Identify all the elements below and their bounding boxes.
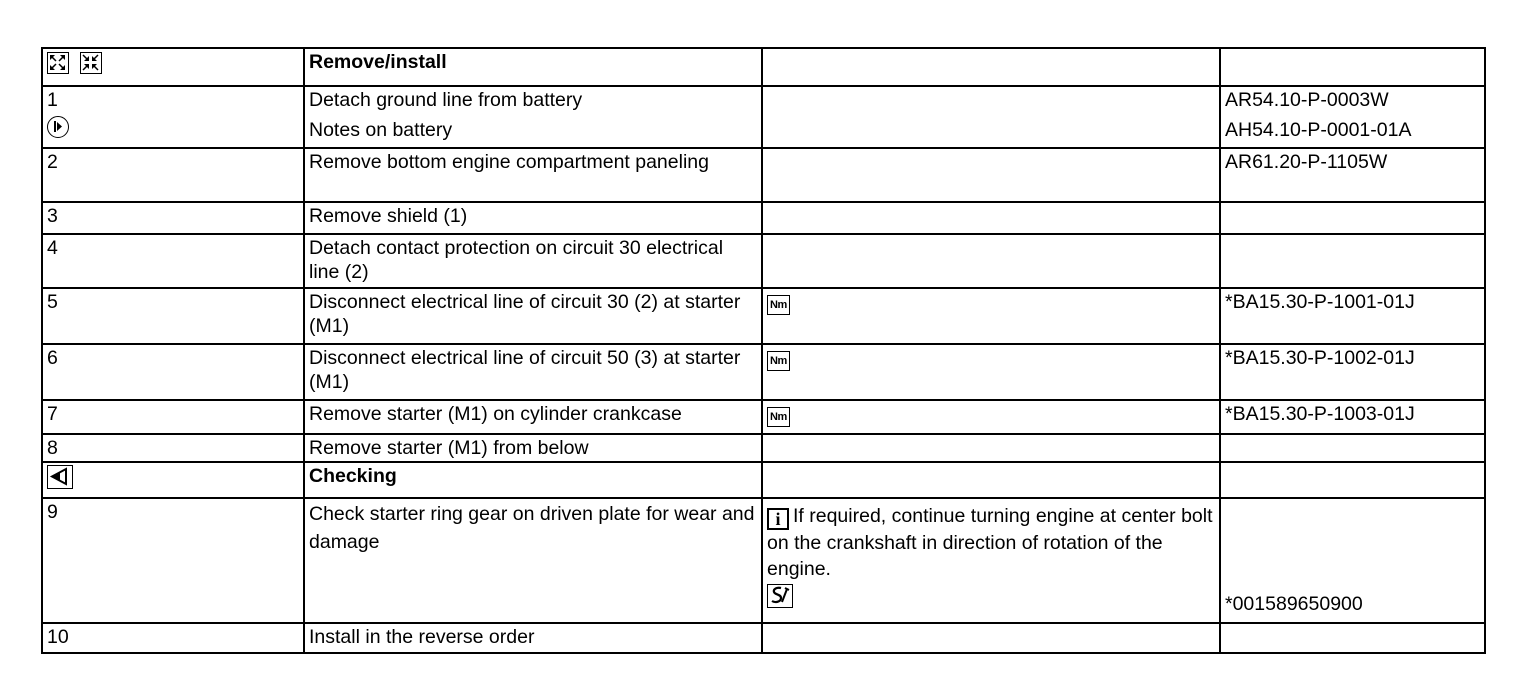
ref-cell	[1220, 86, 1485, 148]
section-title: Remove/install	[304, 48, 762, 86]
step-number: 2	[42, 148, 304, 202]
table-row	[42, 623, 1485, 653]
special-tool-icon[interactable]	[767, 584, 793, 608]
table-row	[42, 462, 1485, 498]
ref-cell	[1220, 498, 1485, 623]
step-text: Remove shield (1)	[304, 202, 762, 234]
torque-badge[interactable]: Nm	[767, 295, 790, 315]
step-text: Disconnect electrical line of circuit 50 (3) at starter (M1)	[304, 344, 762, 400]
ref-cell	[1220, 462, 1485, 498]
step-text: Detach ground line from battery	[309, 89, 583, 111]
step-text: Detach contact protection on circuit 30 electrical line (2)	[304, 234, 762, 288]
info-note-text: If required, continue turning engine at center bolt on the crankshaft in direction of rotation of the engine.	[767, 505, 1213, 580]
step-text: Remove bottom engine compartment paneling	[304, 148, 762, 202]
step-number: 1	[47, 89, 58, 111]
table-row	[42, 288, 1485, 344]
info-icon: i	[767, 508, 789, 530]
note-cell	[762, 288, 1220, 344]
section-title: Checking	[304, 462, 762, 498]
sub-note-text: Notes on battery	[309, 119, 453, 141]
step-number: 7	[42, 400, 304, 434]
step-cell	[42, 86, 304, 148]
note-cell	[762, 148, 1220, 202]
collapse-icon	[80, 52, 102, 74]
ref-cell	[1220, 234, 1485, 288]
step-number: 10	[42, 623, 304, 653]
note-cell	[762, 344, 1220, 400]
table-row	[42, 202, 1485, 234]
note-cell	[762, 234, 1220, 288]
note-cell	[762, 202, 1220, 234]
reference-link[interactable]: AH54.10-P-0001-01A	[1225, 119, 1412, 141]
step-text: Install in the reverse order	[304, 623, 762, 653]
note-cell	[762, 48, 1220, 86]
procedure-table	[41, 47, 1486, 654]
step-number: 8	[42, 434, 304, 462]
table-row	[42, 344, 1485, 400]
table-row	[42, 86, 1485, 148]
table-row	[42, 148, 1485, 202]
note-cell	[762, 462, 1220, 498]
reference-link[interactable]: *BA15.30-P-1003-01J	[1220, 400, 1485, 434]
table-row	[42, 498, 1485, 623]
step-number: 6	[42, 344, 304, 400]
reference-link[interactable]: AR54.10-P-0003W	[1225, 89, 1389, 111]
checking-arrow-icon	[47, 465, 73, 489]
step-text: Check starter ring gear on driven plate for wear and damage	[304, 498, 762, 623]
note-cell	[762, 86, 1220, 148]
torque-badge[interactable]: Nm	[767, 351, 790, 371]
note-cell	[762, 623, 1220, 653]
notes-arrow-icon	[47, 116, 69, 138]
note-cell	[762, 400, 1220, 434]
expand-icon	[47, 52, 69, 74]
note-cell	[762, 498, 1220, 623]
step-text: Disconnect electrical line of circuit 30 (2) at starter (M1)	[304, 288, 762, 344]
torque-badge[interactable]: Nm	[767, 407, 790, 427]
table-row	[42, 48, 1485, 86]
reference-link[interactable]: AR61.20-P-1105W	[1220, 148, 1485, 202]
table-row	[42, 234, 1485, 288]
ref-cell	[1220, 202, 1485, 234]
step-text: Remove starter (M1) from below	[304, 434, 762, 462]
step-number: 9	[42, 498, 304, 623]
step-number: 4	[42, 234, 304, 288]
step-text: Remove starter (M1) on cylinder crankcase	[304, 400, 762, 434]
step-number: 5	[42, 288, 304, 344]
ref-cell	[1220, 434, 1485, 462]
table-row	[42, 434, 1485, 462]
ref-cell	[1220, 48, 1485, 86]
table-row	[42, 400, 1485, 434]
step-text-cell	[304, 86, 762, 148]
reference-link[interactable]: *BA15.30-P-1001-01J	[1220, 288, 1485, 344]
step-cell	[42, 48, 304, 86]
note-cell	[762, 434, 1220, 462]
tool-reference-link[interactable]: *001589650900	[1225, 593, 1363, 615]
step-number: 3	[42, 202, 304, 234]
step-cell	[42, 462, 304, 498]
reference-link[interactable]: *BA15.30-P-1002-01J	[1220, 344, 1485, 400]
ref-cell	[1220, 623, 1485, 653]
